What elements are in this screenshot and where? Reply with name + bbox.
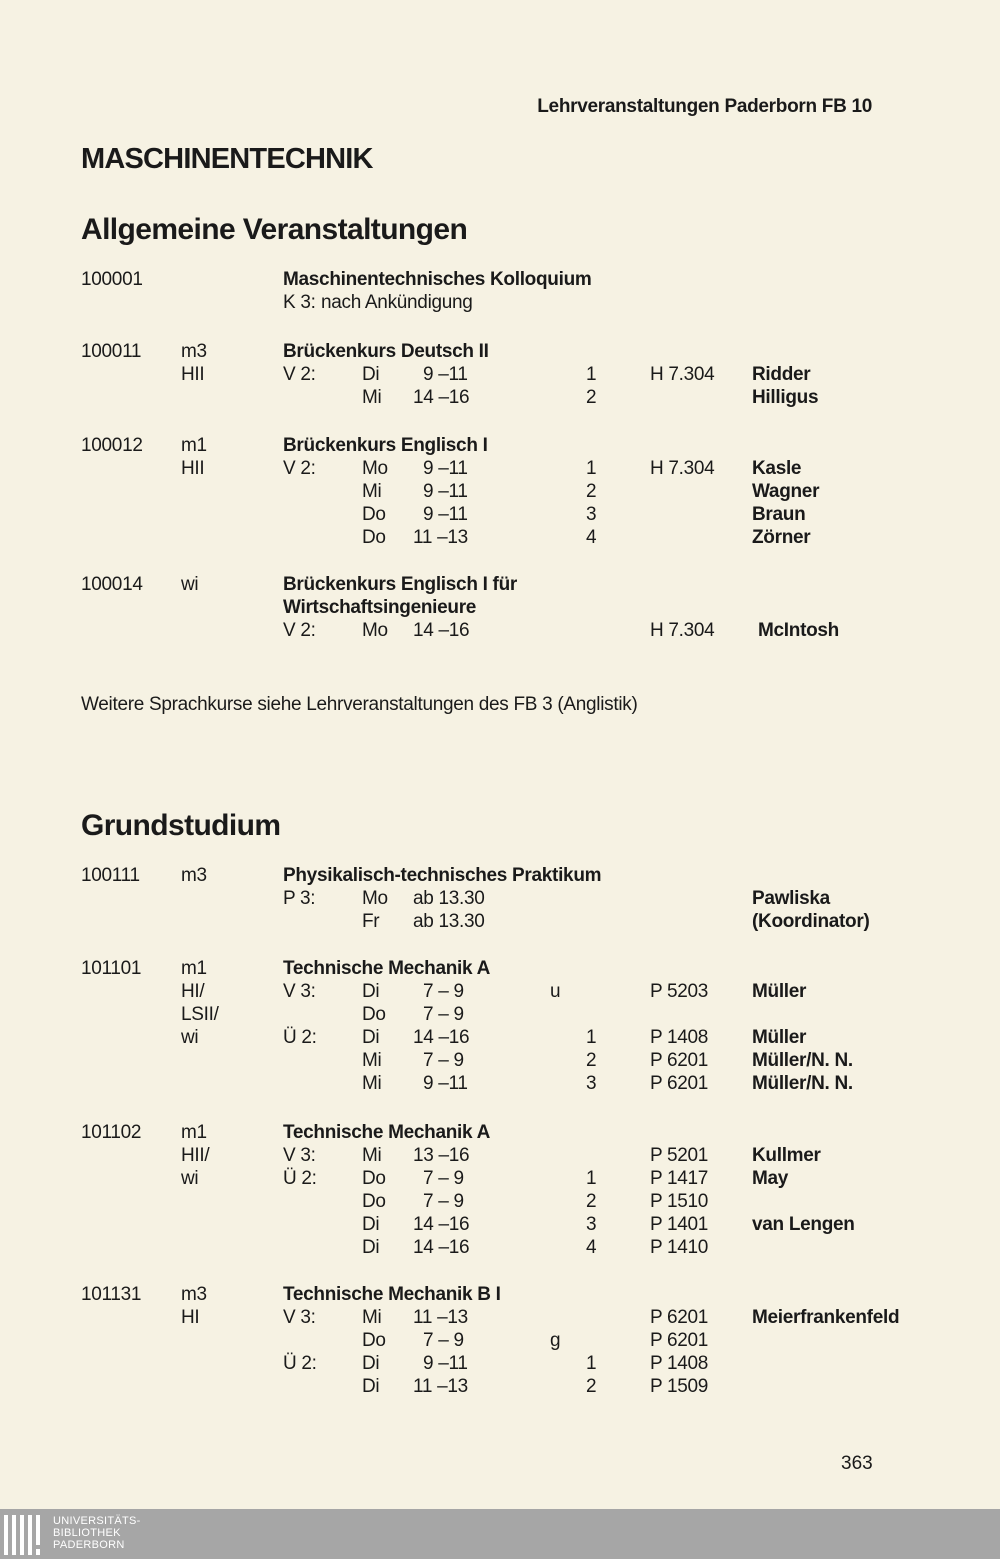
session-room: P 1408 bbox=[650, 1353, 709, 1374]
session-day: Di bbox=[362, 1237, 380, 1258]
session-room: P 6201 bbox=[650, 1330, 709, 1351]
course-title: Brückenkurs Englisch I bbox=[283, 435, 488, 456]
session-time: 13 –16 bbox=[413, 1145, 470, 1166]
session-time: 7 – 9 bbox=[423, 1004, 464, 1025]
page-number: 363 bbox=[841, 1453, 873, 1474]
session-time: 14 –16 bbox=[413, 620, 470, 641]
course-code: HII/ bbox=[181, 1145, 210, 1166]
course-code: m3 bbox=[181, 865, 207, 886]
session-time: 9 –11 bbox=[423, 481, 468, 502]
course-code: m1 bbox=[181, 1122, 207, 1143]
course-title: Technische Mechanik B I bbox=[283, 1284, 501, 1305]
session-time: 14 –16 bbox=[413, 1027, 470, 1048]
session-day: Do bbox=[362, 504, 386, 525]
course-id: 100012 bbox=[81, 435, 143, 456]
session-time: ab 13.30 bbox=[413, 888, 485, 909]
lecturer-name: (Koordinator) bbox=[752, 911, 870, 932]
session-room: P 1417 bbox=[650, 1168, 709, 1189]
session-day: Di bbox=[362, 981, 380, 1002]
course-id: 100011 bbox=[81, 341, 142, 362]
course-code: LSII/ bbox=[181, 1004, 219, 1025]
session-group: g bbox=[550, 1330, 561, 1351]
page-title: MASCHINENTECHNIK bbox=[81, 143, 373, 175]
lecturer-name: Meierfrankenfeld bbox=[752, 1307, 900, 1328]
session-room: H 7.304 bbox=[650, 364, 715, 385]
session-day: Do bbox=[362, 527, 386, 548]
session-time: 9 –11 bbox=[423, 1353, 468, 1374]
session-day: Mi bbox=[362, 1073, 382, 1094]
running-header: Lehrveranstaltungen Paderborn FB 10 bbox=[537, 96, 872, 117]
session-time: ab 13.30 bbox=[413, 911, 485, 932]
course-code: wi bbox=[181, 574, 199, 595]
session-type: K 3: bbox=[283, 292, 316, 313]
session-group: 4 bbox=[586, 1237, 597, 1258]
session-time: 7 – 9 bbox=[423, 1050, 464, 1071]
session-time: 11 –13 bbox=[413, 1376, 468, 1397]
session-room: P 1510 bbox=[650, 1191, 709, 1212]
session-time: 11 –13 bbox=[413, 527, 468, 548]
session-time: 14 –16 bbox=[413, 1214, 470, 1235]
course-title: Physikalisch-technisches Praktikum bbox=[283, 865, 602, 886]
session-day: Do bbox=[362, 1004, 386, 1025]
session-day: Mi bbox=[362, 1145, 382, 1166]
course-id: 100014 bbox=[81, 574, 143, 595]
session-day: Mo bbox=[362, 620, 388, 641]
session-day: Do bbox=[362, 1330, 386, 1351]
section-heading: Grundstudium bbox=[81, 809, 281, 842]
session-group: 3 bbox=[586, 1073, 597, 1094]
session-room: P 6201 bbox=[650, 1073, 709, 1094]
logo-line: UNIVERSITÄTS- bbox=[53, 1515, 141, 1527]
session-room: P 1401 bbox=[650, 1214, 709, 1235]
session-group: 2 bbox=[586, 481, 597, 502]
session-type: V 2: bbox=[283, 620, 316, 641]
session-room: H 7.304 bbox=[650, 458, 715, 479]
session-room: P 5203 bbox=[650, 981, 709, 1002]
course-code: m3 bbox=[181, 341, 207, 362]
session-room: P 6201 bbox=[650, 1050, 709, 1071]
lecturer-name: Müller bbox=[752, 1027, 807, 1048]
session-time: 11 –13 bbox=[413, 1307, 468, 1328]
session-group: 1 bbox=[586, 1353, 597, 1374]
session-day: Mi bbox=[362, 1050, 382, 1071]
session-group: u bbox=[550, 981, 561, 1002]
session-group: 3 bbox=[586, 1214, 597, 1235]
course-title: Technische Mechanik A bbox=[283, 1122, 490, 1143]
section-note: Weitere Sprachkurse siehe Lehrveranstaltungen des FB 3 (Anglistik) bbox=[81, 694, 638, 715]
session-day: Fr bbox=[362, 911, 380, 932]
session-room: P 6201 bbox=[650, 1307, 709, 1328]
lecturer-name: Kullmer bbox=[752, 1145, 821, 1166]
course-title: Wirtschaftsingenieure bbox=[283, 597, 477, 618]
lecturer-name: Hilligus bbox=[752, 387, 819, 408]
session-room: P 5201 bbox=[650, 1145, 709, 1166]
lecturer-name: Wagner bbox=[752, 481, 820, 502]
session-type: V 3: bbox=[283, 981, 316, 1002]
session-group: 1 bbox=[586, 458, 597, 479]
course-code: HI/ bbox=[181, 981, 205, 1002]
course-code: m1 bbox=[181, 435, 207, 456]
course-id: 101102 bbox=[81, 1122, 142, 1143]
session-group: 3 bbox=[586, 504, 597, 525]
session-time: 9 –11 bbox=[423, 364, 468, 385]
lecturer-name: Müller/N. N. bbox=[752, 1050, 853, 1071]
session-time: 9 –11 bbox=[423, 458, 468, 479]
course-code: HII bbox=[181, 364, 205, 385]
library-footer bbox=[0, 1509, 1000, 1559]
course-title: Brückenkurs Deutsch II bbox=[283, 341, 489, 362]
section-heading: Allgemeine Veranstaltungen bbox=[81, 213, 468, 246]
course-id: 101101 bbox=[81, 958, 142, 979]
session-day: Mi bbox=[362, 481, 382, 502]
course-code: HII bbox=[181, 458, 205, 479]
library-logo-text bbox=[53, 1515, 141, 1551]
session-room: P 1509 bbox=[650, 1376, 709, 1397]
lecturer-name: Kasle bbox=[752, 458, 802, 479]
session-time: 14 –16 bbox=[413, 387, 470, 408]
session-time: 7 – 9 bbox=[423, 1191, 464, 1212]
library-logo-icon bbox=[2, 1513, 46, 1557]
session-day: Di bbox=[362, 1027, 380, 1048]
session-type: V 3: bbox=[283, 1307, 316, 1328]
session-day: Di bbox=[362, 1214, 380, 1235]
session-group: 2 bbox=[586, 387, 597, 408]
course-code: wi bbox=[181, 1168, 199, 1189]
session-day: Mi bbox=[362, 1307, 382, 1328]
session-room: P 1408 bbox=[650, 1027, 709, 1048]
session-day: Do bbox=[362, 1191, 386, 1212]
session-day: Mo bbox=[362, 888, 388, 909]
course-title: Brückenkurs Englisch I für bbox=[283, 574, 517, 595]
course-id: 101131 bbox=[81, 1284, 142, 1305]
lecturer-name: McIntosh bbox=[758, 620, 839, 641]
course-code: m1 bbox=[181, 958, 207, 979]
session-room: P 1410 bbox=[650, 1237, 709, 1258]
session-group: 1 bbox=[586, 1027, 597, 1048]
session-time: 7 – 9 bbox=[423, 981, 464, 1002]
lecturer-name: Müller/N. N. bbox=[752, 1073, 853, 1094]
session-type: V 3: bbox=[283, 1145, 316, 1166]
session-type: P 3: bbox=[283, 888, 316, 909]
session-group: 2 bbox=[586, 1191, 597, 1212]
lecturer-name: Zörner bbox=[752, 527, 811, 548]
course-id: 100001 bbox=[81, 269, 143, 290]
course-code: m3 bbox=[181, 1284, 207, 1305]
session-group: 1 bbox=[586, 1168, 597, 1189]
session-group: 1 bbox=[586, 364, 597, 385]
course-code: wi bbox=[181, 1027, 199, 1048]
lecturer-name: Braun bbox=[752, 504, 806, 525]
session-type: Ü 2: bbox=[283, 1027, 317, 1048]
session-day: Do bbox=[362, 1168, 386, 1189]
session-day: Di bbox=[362, 1376, 380, 1397]
session-time: 9 –11 bbox=[423, 504, 468, 525]
course-id: 100111 bbox=[81, 865, 140, 886]
session-time: 14 –16 bbox=[413, 1237, 470, 1258]
session-day: Mi bbox=[362, 387, 382, 408]
lecturer-name: May bbox=[752, 1168, 789, 1189]
lecturer-name: Müller bbox=[752, 981, 807, 1002]
session-time: 9 –11 bbox=[423, 1073, 468, 1094]
session-remark: nach Ankündigung bbox=[321, 292, 473, 313]
course-title: Technische Mechanik A bbox=[283, 958, 490, 979]
session-day: Di bbox=[362, 364, 380, 385]
course-title: Maschinentechnisches Kolloquium bbox=[283, 269, 592, 290]
session-type: Ü 2: bbox=[283, 1168, 317, 1189]
session-type: V 2: bbox=[283, 364, 316, 385]
logo-line: BIBLIOTHEK bbox=[53, 1527, 121, 1539]
course-code: HI bbox=[181, 1307, 200, 1328]
session-type: Ü 2: bbox=[283, 1353, 317, 1374]
lecturer-name: Pawliska bbox=[752, 888, 830, 909]
session-room: H 7.304 bbox=[650, 620, 715, 641]
lecturer-name: van Lengen bbox=[752, 1214, 855, 1235]
session-group: 2 bbox=[586, 1050, 597, 1071]
lecturer-name: Ridder bbox=[752, 364, 811, 385]
session-group: 2 bbox=[586, 1376, 597, 1397]
logo-line: PADERBORN bbox=[53, 1539, 125, 1551]
session-day: Di bbox=[362, 1353, 380, 1374]
session-time: 7 – 9 bbox=[423, 1168, 464, 1189]
session-group: 4 bbox=[586, 527, 597, 548]
session-time: 7 – 9 bbox=[423, 1330, 464, 1351]
session-day: Mo bbox=[362, 458, 388, 479]
session-type: V 2: bbox=[283, 458, 316, 479]
